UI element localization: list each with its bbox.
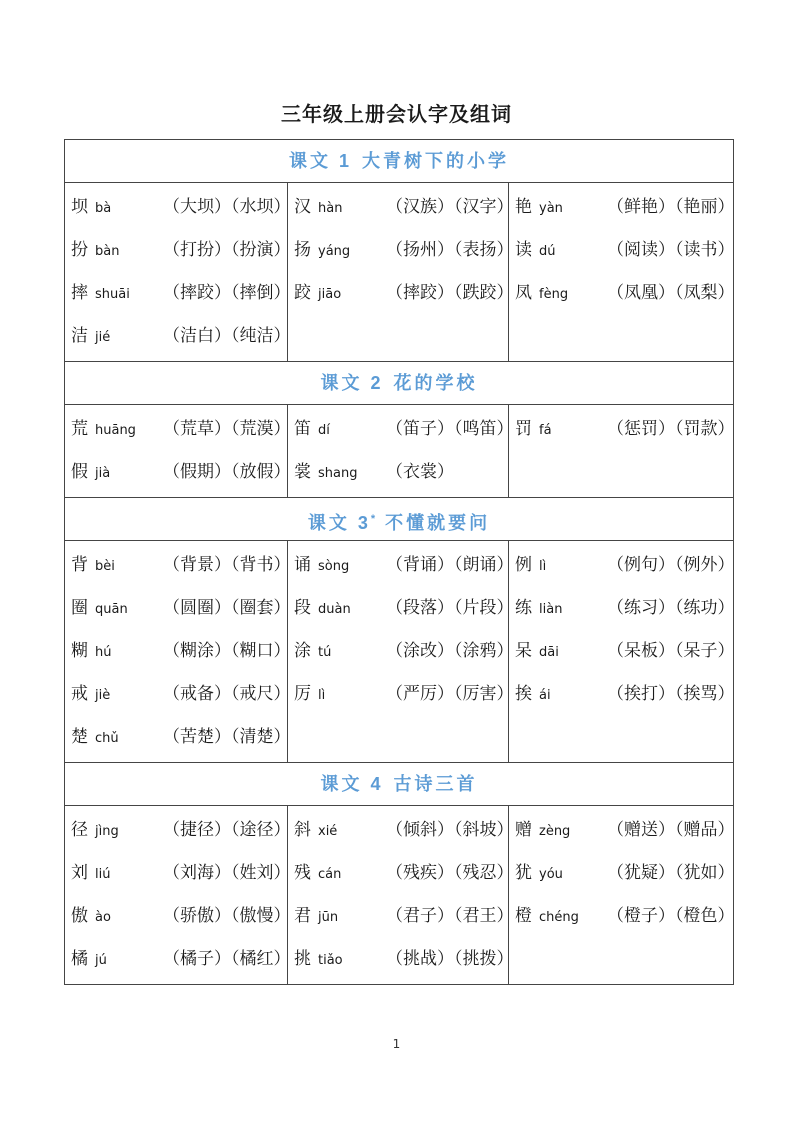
vocab-entry xyxy=(294,938,514,981)
hanzi-character: 假 xyxy=(71,462,88,481)
entry-head xyxy=(294,408,386,451)
pinyin-label: jià xyxy=(95,466,111,481)
word-examples: （背景）（背书） xyxy=(163,555,291,574)
hanzi-character: 赠 xyxy=(515,820,532,839)
pinyin-label: yáng xyxy=(318,244,351,259)
hanzi-character: 诵 xyxy=(294,555,311,574)
vocab-entry xyxy=(515,895,735,938)
entry-head xyxy=(515,630,607,673)
word-examples: （赠送）（赠品） xyxy=(607,820,735,839)
entry-head xyxy=(71,544,163,587)
hanzi-character: 挨 xyxy=(515,684,532,703)
word-examples: （衣裳） xyxy=(386,462,454,481)
pinyin-label: dāi xyxy=(539,645,559,660)
entry-head xyxy=(71,315,163,358)
vocab-entry xyxy=(515,673,735,716)
vocab-entry xyxy=(294,272,514,315)
pinyin-label: yóu xyxy=(539,867,563,882)
vocab-entry xyxy=(71,229,291,272)
lesson-title: 不懂就要问 xyxy=(385,513,491,533)
entry-head xyxy=(515,186,607,229)
word-examples: （君子）（君王） xyxy=(386,906,514,925)
lesson-section xyxy=(65,763,733,984)
section-body xyxy=(65,541,733,763)
entry-head xyxy=(515,229,607,272)
vocab-column xyxy=(65,405,291,497)
pinyin-label: tiǎo xyxy=(318,953,343,968)
hanzi-character: 摔 xyxy=(71,283,88,302)
vocab-table xyxy=(64,139,734,985)
pinyin-label: bàn xyxy=(95,244,120,259)
vocab-column xyxy=(508,806,737,984)
pinyin-label: fá xyxy=(539,423,552,438)
lesson-section xyxy=(65,140,733,362)
entry-head xyxy=(294,938,386,981)
hanzi-character: 残 xyxy=(294,863,311,882)
hanzi-character: 君 xyxy=(294,906,311,925)
word-examples: （假期）（放假） xyxy=(163,462,291,481)
word-examples: （摔跤）（摔倒） xyxy=(163,283,291,302)
hanzi-character: 刘 xyxy=(71,863,88,882)
vocab-entry xyxy=(71,673,291,716)
entry-head xyxy=(71,272,163,315)
hanzi-character: 凤 xyxy=(515,283,532,302)
lesson-section xyxy=(65,498,733,763)
vocab-column xyxy=(65,541,291,762)
pinyin-label: jié xyxy=(95,330,111,345)
vocab-entry xyxy=(515,229,735,272)
hanzi-character: 橘 xyxy=(71,949,88,968)
pinyin-label: lì xyxy=(539,559,547,574)
word-examples: （骄傲）（傲慢） xyxy=(163,906,291,925)
entry-head xyxy=(294,186,386,229)
hanzi-character: 读 xyxy=(515,240,532,259)
entry-head xyxy=(294,229,386,272)
vocab-entry xyxy=(71,315,291,358)
hanzi-character: 裳 xyxy=(294,462,311,481)
pinyin-label: hú xyxy=(95,645,112,660)
word-examples: （橘子）（橘红） xyxy=(163,949,291,968)
hanzi-character: 扬 xyxy=(294,240,311,259)
entry-head xyxy=(515,272,607,315)
hanzi-character: 艳 xyxy=(515,197,532,216)
word-examples: （阅读）（读书） xyxy=(607,240,735,259)
section-body xyxy=(65,806,733,984)
entry-head xyxy=(294,852,386,895)
word-examples: （呆板）（呆子） xyxy=(607,641,735,660)
word-examples: （橙子）（橙色） xyxy=(607,906,735,925)
word-examples: （涂改）（涂鸦） xyxy=(386,641,514,660)
word-examples: （鲜艳）（艳丽） xyxy=(607,197,735,216)
pinyin-label: jú xyxy=(95,953,107,968)
pinyin-label: jiāo xyxy=(318,287,342,302)
word-examples: （洁白）（纯洁） xyxy=(163,326,291,345)
lesson-title: 花的学校 xyxy=(393,373,478,393)
vocab-entry xyxy=(294,186,514,229)
pinyin-label: bèi xyxy=(95,559,115,574)
lesson-title: 大青树下的小学 xyxy=(362,151,509,171)
hanzi-character: 背 xyxy=(71,555,88,574)
lesson-header xyxy=(65,498,733,541)
lesson-label: 课文 3 xyxy=(307,513,371,533)
entry-head xyxy=(294,544,386,587)
lesson-title: 古诗三首 xyxy=(393,774,478,794)
hanzi-character: 圈 xyxy=(71,598,88,617)
entry-head xyxy=(71,451,163,494)
pinyin-label: sòng xyxy=(318,559,350,574)
word-examples: （大坝）（水坝） xyxy=(163,197,291,216)
word-examples: （汉族）（汉字） xyxy=(386,197,514,216)
pinyin-label: hàn xyxy=(318,201,343,216)
vocab-entry xyxy=(515,587,735,630)
entry-head xyxy=(294,272,386,315)
vocab-entry xyxy=(515,272,735,315)
lesson-header xyxy=(65,763,733,806)
vocab-entry xyxy=(294,673,514,716)
pinyin-label: fèng xyxy=(539,287,569,302)
word-examples: （摔跤）（跌跤） xyxy=(386,283,514,302)
word-examples: （例句）（例外） xyxy=(607,555,735,574)
word-examples: （糊涂）（糊口） xyxy=(163,641,291,660)
pinyin-label: lì xyxy=(318,688,326,703)
pinyin-label: dí xyxy=(318,423,330,438)
entry-head xyxy=(515,809,607,852)
hanzi-character: 罚 xyxy=(515,419,532,438)
hanzi-character: 楚 xyxy=(71,727,88,746)
entry-head xyxy=(294,630,386,673)
pinyin-label: dú xyxy=(539,244,556,259)
vocab-entry xyxy=(294,587,514,630)
vocab-column xyxy=(65,183,291,361)
word-examples: （练习）（练功） xyxy=(607,598,735,617)
word-examples: （荒草）（荒漠） xyxy=(163,419,291,438)
entry-head xyxy=(71,716,163,759)
entry-head xyxy=(71,938,163,981)
word-examples: （圆圈）（圈套） xyxy=(163,598,291,617)
lesson-asterisk: * xyxy=(370,513,376,525)
lesson-header xyxy=(65,362,733,405)
vocab-column xyxy=(508,405,737,497)
vocab-entry xyxy=(294,229,514,272)
section-body xyxy=(65,183,733,362)
pinyin-label: shuāi xyxy=(95,287,130,302)
vocab-entry xyxy=(71,630,291,673)
entry-head xyxy=(294,809,386,852)
hanzi-character: 段 xyxy=(294,598,311,617)
pinyin-label: ái xyxy=(539,688,551,703)
vocab-entry xyxy=(71,938,291,981)
pinyin-label: bà xyxy=(95,201,112,216)
vocab-column xyxy=(287,183,514,361)
hanzi-character: 笛 xyxy=(294,419,311,438)
lesson-section xyxy=(65,362,733,498)
word-examples: （倾斜）（斜坡） xyxy=(386,820,514,839)
pinyin-label: duàn xyxy=(318,602,351,617)
entry-head xyxy=(71,809,163,852)
hanzi-character: 扮 xyxy=(71,240,88,259)
entry-head xyxy=(515,587,607,630)
vocab-entry xyxy=(515,809,735,852)
entry-head xyxy=(71,229,163,272)
vocab-column xyxy=(287,806,514,984)
word-examples: （严厉）（厉害） xyxy=(386,684,514,703)
word-examples: （打扮）（扮演） xyxy=(163,240,291,259)
vocab-entry xyxy=(294,544,514,587)
word-examples: （背诵）（朗诵） xyxy=(386,555,514,574)
word-examples: （刘海）（姓刘） xyxy=(163,863,291,882)
vocab-entry xyxy=(71,408,291,451)
vocab-entry xyxy=(515,852,735,895)
hanzi-character: 例 xyxy=(515,555,532,574)
word-examples: （笛子）（鸣笛） xyxy=(386,419,514,438)
hanzi-character: 涂 xyxy=(294,641,311,660)
entry-head xyxy=(71,587,163,630)
vocab-column xyxy=(65,806,291,984)
vocab-entry xyxy=(515,408,735,451)
vocab-entry xyxy=(294,408,514,451)
pinyin-label: ào xyxy=(95,910,111,925)
hanzi-character: 戒 xyxy=(71,684,88,703)
pinyin-label: huāng xyxy=(95,423,136,438)
hanzi-character: 坝 xyxy=(71,197,88,216)
hanzi-character: 厉 xyxy=(294,684,311,703)
lesson-label: 课文 2 xyxy=(320,373,384,393)
entry-head xyxy=(294,587,386,630)
vocab-entry xyxy=(294,895,514,938)
entry-head xyxy=(71,852,163,895)
pinyin-label: yàn xyxy=(539,201,563,216)
entry-head xyxy=(515,852,607,895)
hanzi-character: 犹 xyxy=(515,863,532,882)
vocab-entry xyxy=(294,809,514,852)
vocab-entry xyxy=(71,186,291,229)
vocab-entry xyxy=(71,852,291,895)
pinyin-label: jūn xyxy=(318,910,339,925)
section-body xyxy=(65,405,733,498)
vocab-entry xyxy=(71,587,291,630)
vocab-entry xyxy=(515,544,735,587)
page-title: 三年级上册会认字及组词 xyxy=(281,104,512,126)
entry-head xyxy=(515,895,607,938)
vocab-entry xyxy=(71,272,291,315)
pinyin-label: liàn xyxy=(539,602,563,617)
vocab-entry xyxy=(294,630,514,673)
entry-head xyxy=(71,630,163,673)
hanzi-character: 斜 xyxy=(294,820,311,839)
vocab-column xyxy=(508,183,737,361)
hanzi-character: 荒 xyxy=(71,419,88,438)
word-examples: （捷径）（途径） xyxy=(163,820,291,839)
word-examples: （惩罚）（罚款） xyxy=(607,419,735,438)
vocab-entry xyxy=(294,451,506,494)
lesson-label: 课文 1 xyxy=(288,151,352,171)
vocab-entry xyxy=(515,630,735,673)
pinyin-label: chéng xyxy=(539,910,579,925)
word-examples: （苦楚）（清楚） xyxy=(163,727,291,746)
word-examples: （挨打）（挨骂） xyxy=(607,684,735,703)
entry-head xyxy=(294,673,386,716)
hanzi-character: 汉 xyxy=(294,197,311,216)
vocab-entry xyxy=(515,186,735,229)
hanzi-character: 径 xyxy=(71,820,88,839)
pinyin-label: quān xyxy=(95,602,128,617)
vocab-entry xyxy=(71,716,291,759)
vocab-entry xyxy=(71,544,291,587)
entry-head xyxy=(71,186,163,229)
hanzi-character: 傲 xyxy=(71,906,88,925)
word-examples: （凤凰）（凤梨） xyxy=(607,283,735,302)
word-examples: （戒备）（戒尺） xyxy=(163,684,291,703)
word-examples: （扬州）（表扬） xyxy=(386,240,514,259)
page-number: 1 xyxy=(392,1037,401,1051)
entry-head xyxy=(71,408,163,451)
vocab-column xyxy=(508,541,737,762)
hanzi-character: 呆 xyxy=(515,641,532,660)
pinyin-label: cán xyxy=(318,867,342,882)
entry-head xyxy=(515,544,607,587)
vocab-column xyxy=(287,405,514,497)
vocab-entry xyxy=(71,895,291,938)
word-examples: （犹疑）（犹如） xyxy=(607,863,735,882)
hanzi-character: 跤 xyxy=(294,283,311,302)
hanzi-character: 橙 xyxy=(515,906,532,925)
hanzi-character: 练 xyxy=(515,598,532,617)
entry-head xyxy=(515,408,607,451)
hanzi-character: 糊 xyxy=(71,641,88,660)
entry-head xyxy=(294,895,386,938)
hanzi-character: 洁 xyxy=(71,326,88,345)
pinyin-label: liú xyxy=(95,867,111,882)
word-examples: （段落）（片段） xyxy=(386,598,514,617)
vocab-entry xyxy=(71,451,291,494)
pinyin-label: jiè xyxy=(95,688,111,703)
entry-head xyxy=(71,673,163,716)
vocab-entry xyxy=(294,852,514,895)
entry-head xyxy=(294,451,386,494)
pinyin-label: zèng xyxy=(539,824,571,839)
hanzi-character: 挑 xyxy=(294,949,311,968)
pinyin-label: shang xyxy=(318,466,358,481)
lesson-header xyxy=(65,140,733,183)
word-examples: （挑战）（挑拨） xyxy=(386,949,514,968)
pinyin-label: tú xyxy=(318,645,332,660)
lesson-label: 课文 4 xyxy=(320,774,384,794)
pinyin-label: xié xyxy=(318,824,338,839)
entry-head xyxy=(515,673,607,716)
pinyin-label: jìng xyxy=(95,824,119,839)
pinyin-label: chǔ xyxy=(95,731,119,746)
vocab-column xyxy=(287,541,514,762)
entry-head xyxy=(71,895,163,938)
word-examples: （残疾）（残忍） xyxy=(386,863,514,882)
vocab-entry xyxy=(71,809,291,852)
